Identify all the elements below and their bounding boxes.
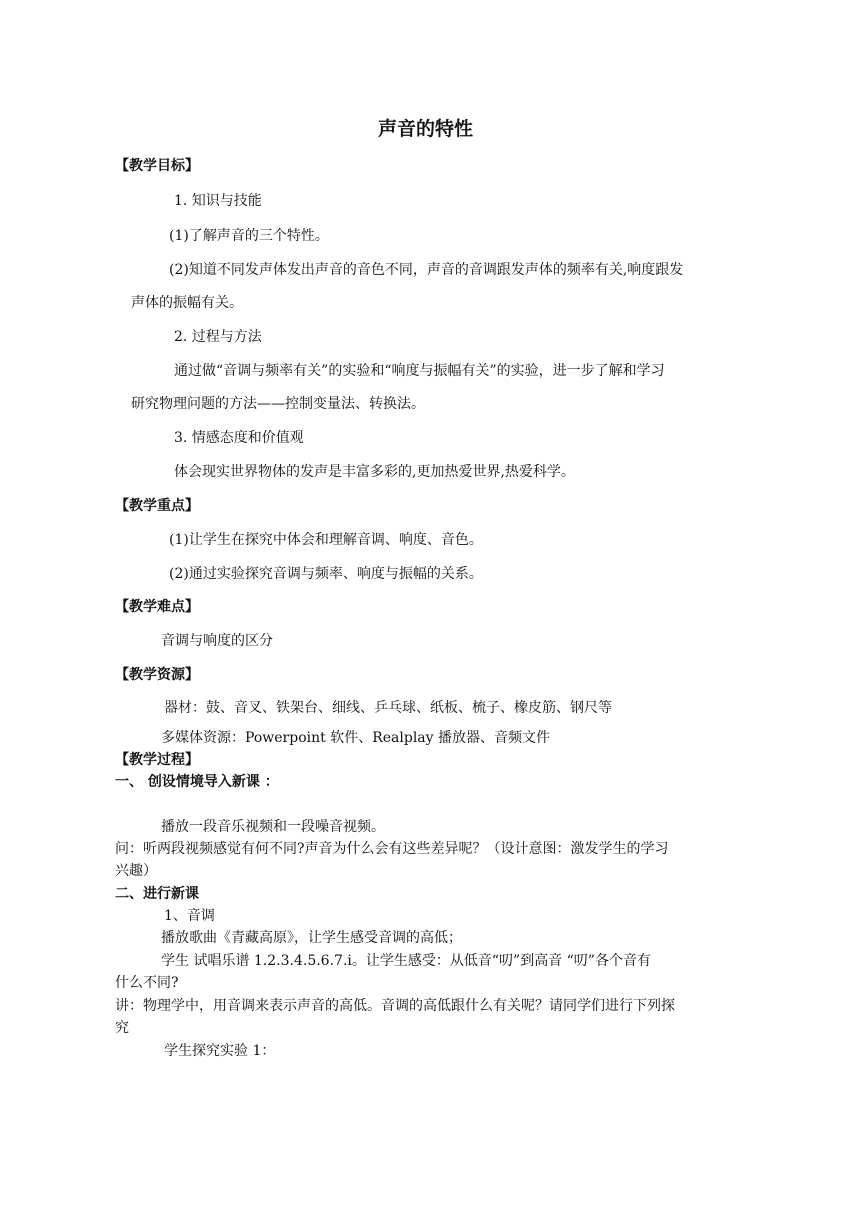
key-points-heading: 【教学重点】 [115, 498, 199, 514]
resources-heading: 【教学资源】 [115, 667, 199, 683]
key-point-1: (1)让学生在探究中体会和理解音调、响度、音色。 [169, 532, 483, 548]
resources-media: 多媒体资源：Powerpoint 软件、Realplay 播放器、音频文件 [161, 730, 550, 746]
objectives-item-1: (1)了解声音的三个特性。 [169, 228, 329, 244]
section-1-title: 一、 创设情境导入新课 ： [115, 774, 279, 790]
sing-line-2: 什么不同? [115, 975, 179, 991]
explain-line-2: 究 [115, 1020, 129, 1036]
question-line-1: 问：听两段视频感觉有何不同?声音为什么会有这些差异呢？（设计意图：激发学生的学习 [115, 841, 669, 857]
objectives-sub-attitude: 3. 情感态度和价值观 [174, 430, 304, 446]
resources-equipment: 器材：鼓、音叉、铁架台、细线、乒乓球、纸板、梳子、橡皮筋、钢尺等 [164, 700, 612, 716]
section-2-title: 二、进行新课 [115, 886, 199, 902]
objectives-item-2-line-2: 声体的振幅有关。 [131, 295, 243, 311]
play-song-text: 播放歌曲《青藏高原》，让学生感受音调的高低； [161, 930, 462, 946]
explain-line-1: 讲：物理学中，用音调来表示声音的高低。音调的高低跟什么有关呢？请同学们进行下列探 [115, 998, 675, 1014]
play-videos-text: 播放一段音乐视频和一段噪音视频。 [161, 819, 385, 835]
sub-pitch-title: 1、音调 [164, 908, 215, 924]
experiment-1-label: 学生探究实验 1： [164, 1043, 276, 1059]
process-method-line-2: 研究物理问题的方法——控制变量法、转换法。 [131, 396, 425, 412]
process-heading: 【教学过程】 [115, 752, 199, 768]
key-point-2: (2)通过实验探究音调与频率、响度与振幅的关系。 [169, 566, 483, 582]
objectives-heading: 【教学目标】 [115, 158, 199, 174]
objectives-item-2-line-1: (2)知道不同发声体发出声音的音色不同，声音的音调跟发声体的频率有关,响度跟发 [169, 262, 684, 278]
sing-line-1: 学生 试唱乐谱 1.2.3.4.5.6.7.i。让学生感受：从低音“叨”到高音 “叨”各个音有 [161, 953, 651, 969]
process-method-line-1: 通过做“音调与频率有关”的实验和“响度与振幅有关”的实验，进一步了解和学习 [174, 363, 665, 379]
objectives-sub-knowledge: 1. 知识与技能 [174, 193, 262, 209]
question-line-2: 兴趣） [115, 863, 157, 879]
objectives-sub-process: 2. 过程与方法 [174, 329, 262, 345]
attitude-text: 体会现实世界物体的发声是丰富多彩的,更加热爱世界,热爱科学。 [174, 464, 575, 480]
difficulties-heading: 【教学难点】 [115, 599, 199, 615]
page-title: 声音的特性 [378, 118, 474, 140]
difficulties-text: 音调与响度的区分 [161, 633, 273, 649]
